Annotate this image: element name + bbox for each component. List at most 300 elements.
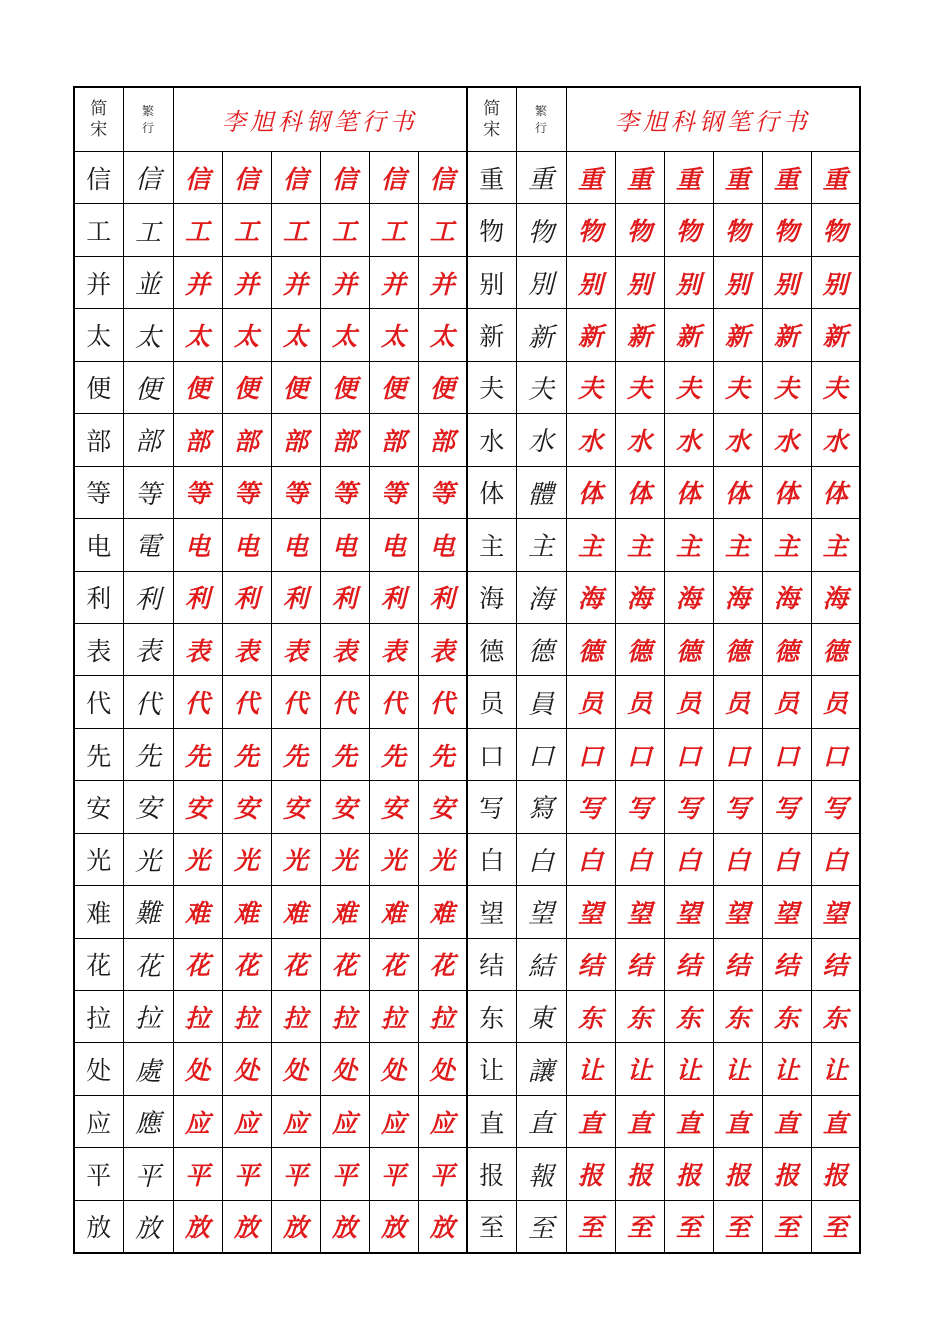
practice-char: 员 bbox=[615, 676, 664, 728]
practice-char: 电 bbox=[271, 519, 320, 571]
practice-char: 水 bbox=[762, 414, 811, 466]
practice-char: 报 bbox=[811, 1148, 860, 1200]
practice-char: 难 bbox=[369, 886, 418, 938]
practice-char: 让 bbox=[566, 1043, 615, 1095]
practice-char: 体 bbox=[762, 466, 811, 518]
practice-char: 拉 bbox=[271, 991, 320, 1043]
practice-char: 白 bbox=[713, 833, 762, 885]
practice-char: 海 bbox=[762, 571, 811, 623]
simplified-char: 望 bbox=[467, 886, 516, 938]
traditional-char: 等 bbox=[123, 466, 173, 518]
practice-char: 放 bbox=[320, 1200, 369, 1253]
simplified-char: 让 bbox=[467, 1043, 516, 1095]
practice-char: 主 bbox=[713, 519, 762, 571]
practice-char: 德 bbox=[762, 623, 811, 675]
practice-char: 直 bbox=[566, 1095, 615, 1147]
practice-char: 利 bbox=[222, 571, 271, 623]
character-row bbox=[74, 1095, 860, 1147]
practice-char: 部 bbox=[173, 414, 222, 466]
practice-char: 放 bbox=[173, 1200, 222, 1253]
practice-char: 难 bbox=[418, 886, 467, 938]
practice-char: 水 bbox=[811, 414, 860, 466]
practice-char: 工 bbox=[271, 204, 320, 256]
practice-char: 至 bbox=[762, 1200, 811, 1253]
practice-char: 结 bbox=[811, 938, 860, 990]
traditional-char: 便 bbox=[123, 361, 173, 413]
traditional-char: 至 bbox=[516, 1200, 566, 1253]
traditional-label-2: 行 bbox=[141, 120, 154, 135]
practice-char: 先 bbox=[320, 728, 369, 780]
practice-char: 海 bbox=[664, 571, 713, 623]
practice-char: 表 bbox=[271, 623, 320, 675]
practice-char: 处 bbox=[222, 1043, 271, 1095]
practice-char: 主 bbox=[615, 519, 664, 571]
practice-char: 物 bbox=[811, 204, 860, 256]
practice-char: 安 bbox=[222, 781, 271, 833]
practice-char: 处 bbox=[271, 1043, 320, 1095]
traditional-char: 白 bbox=[516, 833, 566, 885]
practice-char: 主 bbox=[566, 519, 615, 571]
practice-char: 德 bbox=[615, 623, 664, 675]
simplified-char: 拉 bbox=[74, 991, 123, 1043]
header-row bbox=[74, 87, 860, 152]
character-row bbox=[74, 1200, 860, 1253]
practice-char: 应 bbox=[222, 1095, 271, 1147]
practice-char: 太 bbox=[173, 309, 222, 361]
simplified-char: 重 bbox=[467, 152, 516, 204]
practice-char: 重 bbox=[713, 152, 762, 204]
traditional-char: 平 bbox=[123, 1148, 173, 1200]
traditional-char: 物 bbox=[516, 204, 566, 256]
practice-char: 让 bbox=[713, 1043, 762, 1095]
practice-char: 海 bbox=[615, 571, 664, 623]
practice-char: 代 bbox=[271, 676, 320, 728]
simplified-label-1: 简 bbox=[90, 98, 108, 119]
practice-char: 花 bbox=[271, 938, 320, 990]
practice-char: 难 bbox=[173, 886, 222, 938]
practice-char: 代 bbox=[418, 676, 467, 728]
practice-char: 安 bbox=[320, 781, 369, 833]
simplified-char: 平 bbox=[74, 1148, 123, 1200]
practice-char: 部 bbox=[222, 414, 271, 466]
practice-char: 难 bbox=[222, 886, 271, 938]
copybook-grid bbox=[73, 86, 861, 1254]
simplified-char: 新 bbox=[467, 309, 516, 361]
practice-char: 拉 bbox=[222, 991, 271, 1043]
practice-char: 水 bbox=[713, 414, 762, 466]
practice-char: 平 bbox=[320, 1148, 369, 1200]
practice-char: 便 bbox=[173, 361, 222, 413]
practice-char: 体 bbox=[811, 466, 860, 518]
practice-char: 代 bbox=[320, 676, 369, 728]
character-row bbox=[74, 466, 860, 518]
practice-char: 德 bbox=[664, 623, 713, 675]
practice-char: 夫 bbox=[566, 361, 615, 413]
practice-char: 表 bbox=[222, 623, 271, 675]
practice-char: 让 bbox=[615, 1043, 664, 1095]
character-row bbox=[74, 571, 860, 623]
practice-char: 花 bbox=[369, 938, 418, 990]
practice-char: 部 bbox=[418, 414, 467, 466]
simplified-char: 表 bbox=[74, 623, 123, 675]
practice-char: 结 bbox=[615, 938, 664, 990]
practice-char: 光 bbox=[173, 833, 222, 885]
practice-char: 重 bbox=[566, 152, 615, 204]
practice-char: 直 bbox=[811, 1095, 860, 1147]
traditional-char: 先 bbox=[123, 728, 173, 780]
practice-char: 白 bbox=[566, 833, 615, 885]
practice-char: 体 bbox=[713, 466, 762, 518]
practice-char: 拉 bbox=[320, 991, 369, 1043]
simplified-label-1: 简 bbox=[483, 98, 501, 119]
traditional-char: 電 bbox=[123, 519, 173, 571]
practice-char: 结 bbox=[713, 938, 762, 990]
practice-char: 员 bbox=[664, 676, 713, 728]
simplified-char: 利 bbox=[74, 571, 123, 623]
simplified-char: 花 bbox=[74, 938, 123, 990]
practice-char: 东 bbox=[713, 991, 762, 1043]
practice-char: 信 bbox=[418, 152, 467, 204]
practice-char: 望 bbox=[762, 886, 811, 938]
practice-char: 让 bbox=[762, 1043, 811, 1095]
practice-char: 平 bbox=[369, 1148, 418, 1200]
character-row bbox=[74, 361, 860, 413]
simplified-char: 白 bbox=[467, 833, 516, 885]
practice-char: 花 bbox=[320, 938, 369, 990]
traditional-char: 太 bbox=[123, 309, 173, 361]
traditional-char: 結 bbox=[516, 938, 566, 990]
practice-char: 写 bbox=[615, 781, 664, 833]
practice-char: 别 bbox=[664, 256, 713, 308]
simplified-char: 报 bbox=[467, 1148, 516, 1200]
traditional-char: 讓 bbox=[516, 1043, 566, 1095]
practice-char: 难 bbox=[320, 886, 369, 938]
practice-char: 代 bbox=[222, 676, 271, 728]
practice-char: 水 bbox=[566, 414, 615, 466]
character-row bbox=[74, 991, 860, 1043]
practice-char: 口 bbox=[713, 728, 762, 780]
practice-char: 重 bbox=[762, 152, 811, 204]
practice-char: 平 bbox=[222, 1148, 271, 1200]
practice-char: 信 bbox=[369, 152, 418, 204]
traditional-char: 代 bbox=[123, 676, 173, 728]
practice-char: 口 bbox=[664, 728, 713, 780]
simplified-char: 工 bbox=[74, 204, 123, 256]
character-row bbox=[74, 309, 860, 361]
practice-char: 夫 bbox=[664, 361, 713, 413]
practice-char: 应 bbox=[418, 1095, 467, 1147]
practice-char: 至 bbox=[713, 1200, 762, 1253]
practice-char: 工 bbox=[320, 204, 369, 256]
practice-char: 水 bbox=[664, 414, 713, 466]
practice-char: 物 bbox=[713, 204, 762, 256]
practice-char: 信 bbox=[173, 152, 222, 204]
simplified-char: 别 bbox=[467, 256, 516, 308]
practice-char: 新 bbox=[713, 309, 762, 361]
practice-char: 并 bbox=[271, 256, 320, 308]
practice-char: 部 bbox=[271, 414, 320, 466]
practice-char: 先 bbox=[271, 728, 320, 780]
practice-char: 花 bbox=[173, 938, 222, 990]
practice-char: 电 bbox=[418, 519, 467, 571]
character-row bbox=[74, 728, 860, 780]
practice-char: 拉 bbox=[173, 991, 222, 1043]
traditional-char: 水 bbox=[516, 414, 566, 466]
practice-char: 代 bbox=[173, 676, 222, 728]
practice-char: 海 bbox=[713, 571, 762, 623]
simplified-char: 安 bbox=[74, 781, 123, 833]
practice-char: 员 bbox=[566, 676, 615, 728]
simplified-char: 口 bbox=[467, 728, 516, 780]
simplified-char: 代 bbox=[74, 676, 123, 728]
practice-char: 表 bbox=[173, 623, 222, 675]
practice-char: 德 bbox=[566, 623, 615, 675]
practice-char: 太 bbox=[369, 309, 418, 361]
practice-char: 白 bbox=[615, 833, 664, 885]
practice-char: 等 bbox=[222, 466, 271, 518]
practice-char: 应 bbox=[271, 1095, 320, 1147]
simplified-char: 夫 bbox=[467, 361, 516, 413]
practice-char: 口 bbox=[762, 728, 811, 780]
traditional-char: 報 bbox=[516, 1148, 566, 1200]
character-row bbox=[74, 623, 860, 675]
practice-char: 信 bbox=[320, 152, 369, 204]
practice-char: 便 bbox=[369, 361, 418, 413]
practice-char: 处 bbox=[418, 1043, 467, 1095]
traditional-char: 新 bbox=[516, 309, 566, 361]
simplified-char: 难 bbox=[74, 886, 123, 938]
practice-char: 别 bbox=[811, 256, 860, 308]
practice-char: 德 bbox=[713, 623, 762, 675]
practice-char: 直 bbox=[713, 1095, 762, 1147]
character-row bbox=[74, 833, 860, 885]
practice-char: 并 bbox=[173, 256, 222, 308]
practice-char: 报 bbox=[566, 1148, 615, 1200]
traditional-char: 拉 bbox=[123, 991, 173, 1043]
practice-char: 安 bbox=[173, 781, 222, 833]
practice-char: 放 bbox=[418, 1200, 467, 1253]
practice-char: 直 bbox=[664, 1095, 713, 1147]
practice-char: 东 bbox=[566, 991, 615, 1043]
traditional-char: 口 bbox=[516, 728, 566, 780]
practice-char: 平 bbox=[173, 1148, 222, 1200]
practice-char: 新 bbox=[762, 309, 811, 361]
practice-char: 安 bbox=[369, 781, 418, 833]
character-row bbox=[74, 1148, 860, 1200]
practice-char: 夫 bbox=[762, 361, 811, 413]
practice-char: 望 bbox=[713, 886, 762, 938]
practice-char: 东 bbox=[615, 991, 664, 1043]
character-row bbox=[74, 781, 860, 833]
practice-char: 应 bbox=[173, 1095, 222, 1147]
practice-char: 放 bbox=[222, 1200, 271, 1253]
traditional-char: 處 bbox=[123, 1043, 173, 1095]
practice-char: 光 bbox=[271, 833, 320, 885]
practice-char: 平 bbox=[418, 1148, 467, 1200]
practice-char: 别 bbox=[762, 256, 811, 308]
practice-char: 至 bbox=[811, 1200, 860, 1253]
practice-char: 直 bbox=[762, 1095, 811, 1147]
practice-char: 望 bbox=[664, 886, 713, 938]
traditional-char: 德 bbox=[516, 623, 566, 675]
practice-char: 员 bbox=[713, 676, 762, 728]
practice-char: 东 bbox=[664, 991, 713, 1043]
practice-char: 表 bbox=[369, 623, 418, 675]
simplified-label-2: 宋 bbox=[483, 119, 501, 140]
character-row bbox=[74, 676, 860, 728]
simplified-char: 主 bbox=[467, 519, 516, 571]
practice-char: 物 bbox=[762, 204, 811, 256]
simplified-char: 德 bbox=[467, 623, 516, 675]
practice-char: 等 bbox=[418, 466, 467, 518]
practice-char: 等 bbox=[320, 466, 369, 518]
practice-char: 水 bbox=[615, 414, 664, 466]
simplified-char: 员 bbox=[467, 676, 516, 728]
practice-char: 太 bbox=[222, 309, 271, 361]
traditional-char: 利 bbox=[123, 571, 173, 623]
practice-char: 光 bbox=[418, 833, 467, 885]
practice-char: 口 bbox=[615, 728, 664, 780]
practice-char: 先 bbox=[418, 728, 467, 780]
practice-char: 写 bbox=[811, 781, 860, 833]
practice-char: 安 bbox=[271, 781, 320, 833]
practice-char: 白 bbox=[811, 833, 860, 885]
simplified-label-2: 宋 bbox=[90, 119, 108, 140]
simplified-char: 处 bbox=[74, 1043, 123, 1095]
simplified-char: 东 bbox=[467, 991, 516, 1043]
traditional-char: 體 bbox=[516, 466, 566, 518]
practice-char: 工 bbox=[418, 204, 467, 256]
traditional-char: 放 bbox=[123, 1200, 173, 1253]
traditional-char: 直 bbox=[516, 1095, 566, 1147]
practice-char: 物 bbox=[566, 204, 615, 256]
practice-char: 便 bbox=[418, 361, 467, 413]
simplified-char: 海 bbox=[467, 571, 516, 623]
practice-char: 夫 bbox=[811, 361, 860, 413]
simplified-char: 写 bbox=[467, 781, 516, 833]
simplified-char: 结 bbox=[467, 938, 516, 990]
practice-char: 电 bbox=[173, 519, 222, 571]
traditional-char: 海 bbox=[516, 571, 566, 623]
traditional-char: 信 bbox=[123, 152, 173, 204]
practice-char: 拉 bbox=[418, 991, 467, 1043]
practice-char: 别 bbox=[713, 256, 762, 308]
practice-char: 并 bbox=[320, 256, 369, 308]
practice-char: 写 bbox=[713, 781, 762, 833]
practice-char: 工 bbox=[173, 204, 222, 256]
practice-char: 便 bbox=[320, 361, 369, 413]
practice-char: 写 bbox=[664, 781, 713, 833]
practice-char: 海 bbox=[811, 571, 860, 623]
practice-char: 口 bbox=[566, 728, 615, 780]
practice-char: 口 bbox=[811, 728, 860, 780]
practice-char: 等 bbox=[271, 466, 320, 518]
practice-char: 光 bbox=[369, 833, 418, 885]
practice-char: 放 bbox=[271, 1200, 320, 1253]
traditional-label-1: 繁 bbox=[141, 103, 154, 118]
simplified-char: 先 bbox=[74, 728, 123, 780]
traditional-char: 難 bbox=[123, 886, 173, 938]
traditional-char: 光 bbox=[123, 833, 173, 885]
character-row bbox=[74, 152, 860, 204]
practice-char: 望 bbox=[566, 886, 615, 938]
practice-char: 员 bbox=[762, 676, 811, 728]
practice-char: 直 bbox=[615, 1095, 664, 1147]
practice-char: 至 bbox=[664, 1200, 713, 1253]
traditional-char: 花 bbox=[123, 938, 173, 990]
practice-char: 便 bbox=[271, 361, 320, 413]
practice-char: 并 bbox=[222, 256, 271, 308]
practice-char: 先 bbox=[222, 728, 271, 780]
practice-char: 并 bbox=[418, 256, 467, 308]
practice-char: 利 bbox=[173, 571, 222, 623]
practice-char: 让 bbox=[811, 1043, 860, 1095]
character-row bbox=[74, 414, 860, 466]
traditional-header-left bbox=[123, 87, 173, 152]
practice-char: 新 bbox=[664, 309, 713, 361]
practice-char: 信 bbox=[222, 152, 271, 204]
practice-char: 写 bbox=[566, 781, 615, 833]
simplified-header-right bbox=[467, 87, 516, 152]
practice-char: 体 bbox=[664, 466, 713, 518]
practice-char: 安 bbox=[418, 781, 467, 833]
practice-char: 新 bbox=[811, 309, 860, 361]
traditional-char: 並 bbox=[123, 256, 173, 308]
practice-char: 太 bbox=[418, 309, 467, 361]
simplified-char: 水 bbox=[467, 414, 516, 466]
simplified-char: 便 bbox=[74, 361, 123, 413]
calligraphy-title-right: 李旭科钢笔行书 bbox=[566, 87, 860, 152]
practice-char: 等 bbox=[369, 466, 418, 518]
practice-char: 让 bbox=[664, 1043, 713, 1095]
traditional-char: 應 bbox=[123, 1095, 173, 1147]
traditional-char: 夫 bbox=[516, 361, 566, 413]
practice-char: 结 bbox=[566, 938, 615, 990]
practice-char: 员 bbox=[811, 676, 860, 728]
practice-char: 体 bbox=[566, 466, 615, 518]
practice-char: 电 bbox=[320, 519, 369, 571]
simplified-char: 直 bbox=[467, 1095, 516, 1147]
practice-char: 夫 bbox=[615, 361, 664, 413]
practice-char: 应 bbox=[320, 1095, 369, 1147]
practice-char: 太 bbox=[271, 309, 320, 361]
traditional-char: 主 bbox=[516, 519, 566, 571]
practice-char: 并 bbox=[369, 256, 418, 308]
practice-char: 太 bbox=[320, 309, 369, 361]
traditional-label-1: 繁 bbox=[534, 103, 547, 118]
traditional-label-2: 行 bbox=[534, 120, 547, 135]
practice-char: 望 bbox=[811, 886, 860, 938]
practice-char: 别 bbox=[615, 256, 664, 308]
practice-char: 花 bbox=[222, 938, 271, 990]
simplified-header-left bbox=[74, 87, 123, 152]
practice-char: 别 bbox=[566, 256, 615, 308]
simplified-char: 物 bbox=[467, 204, 516, 256]
practice-char: 白 bbox=[762, 833, 811, 885]
traditional-char: 工 bbox=[123, 204, 173, 256]
practice-char: 主 bbox=[664, 519, 713, 571]
practice-char: 表 bbox=[418, 623, 467, 675]
practice-char: 难 bbox=[271, 886, 320, 938]
practice-char: 平 bbox=[271, 1148, 320, 1200]
simplified-char: 信 bbox=[74, 152, 123, 204]
practice-char: 处 bbox=[320, 1043, 369, 1095]
traditional-char: 寫 bbox=[516, 781, 566, 833]
practice-char: 部 bbox=[320, 414, 369, 466]
practice-char: 表 bbox=[320, 623, 369, 675]
character-row bbox=[74, 204, 860, 256]
traditional-header-right bbox=[516, 87, 566, 152]
